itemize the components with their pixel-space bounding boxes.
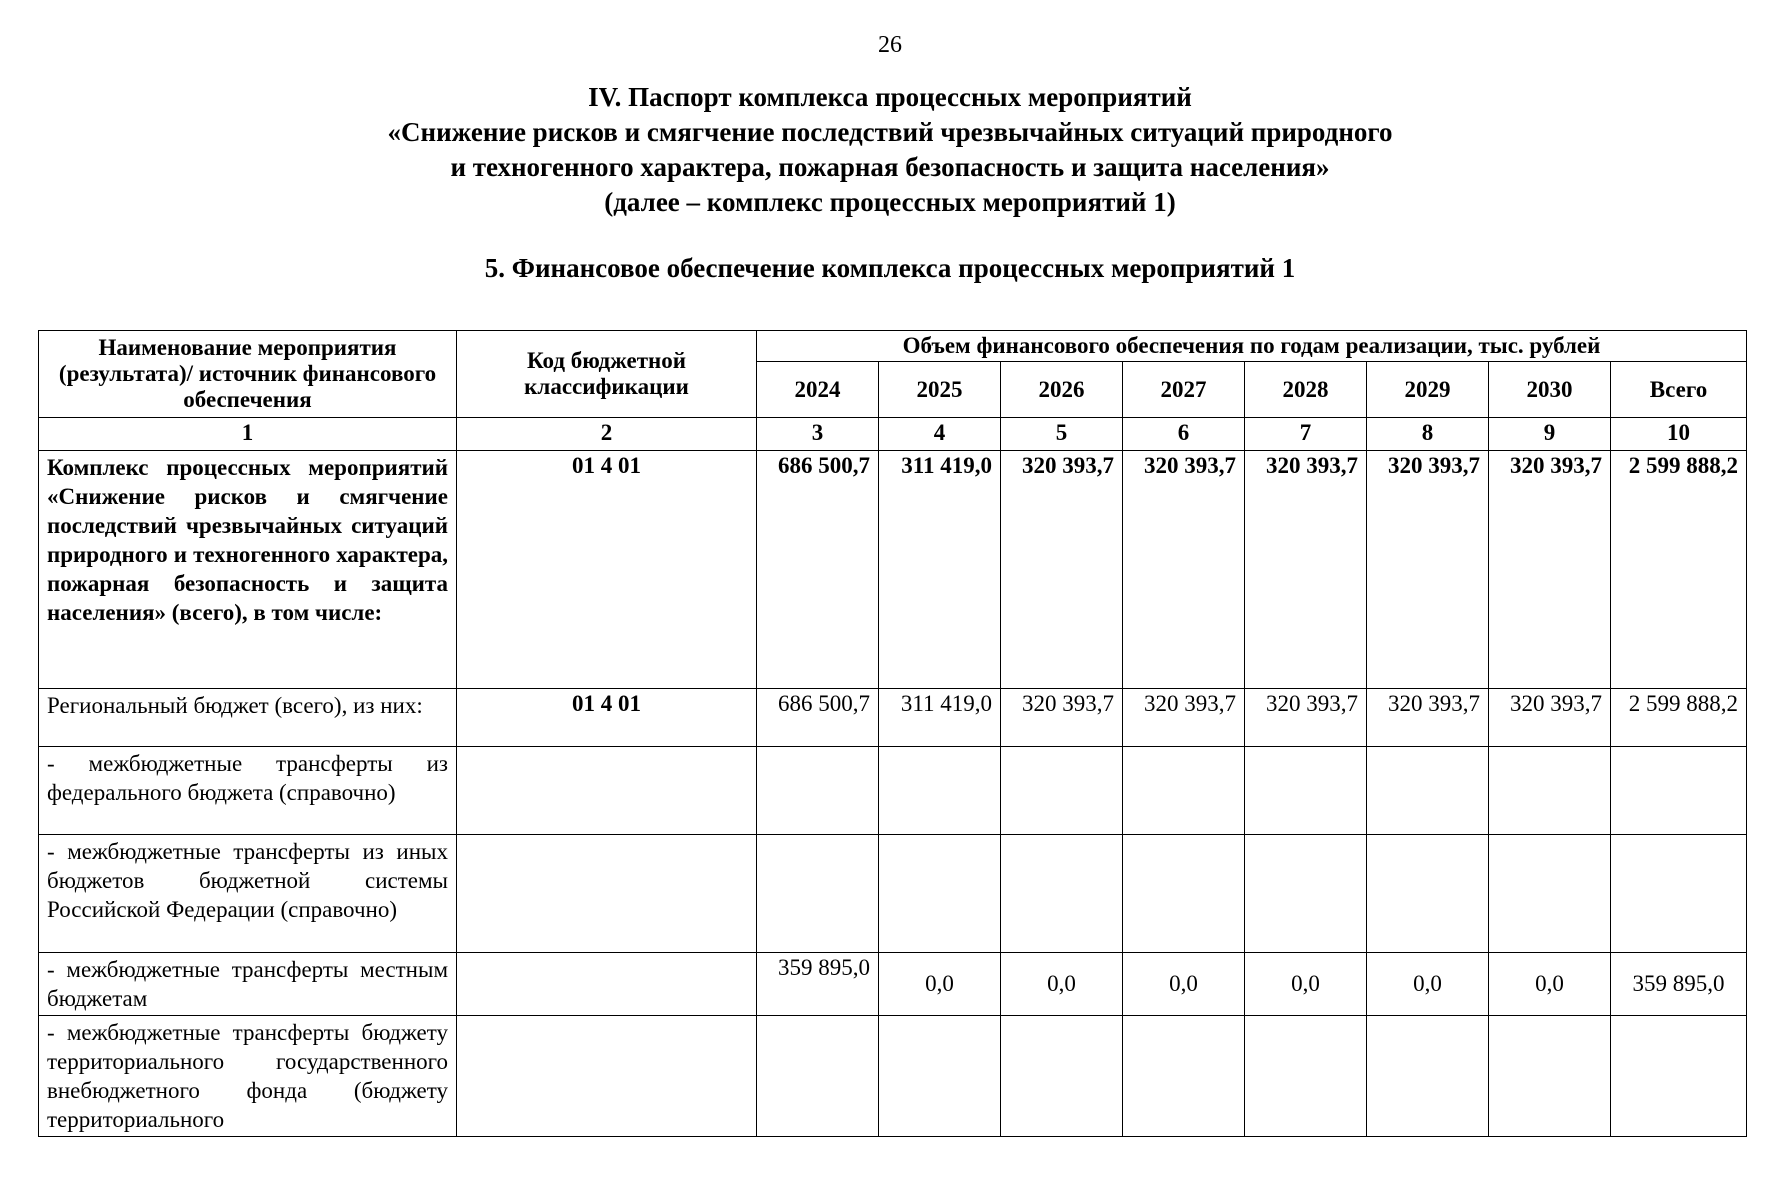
row-value: 320 393,7 [1123, 689, 1245, 747]
row-name: - межбюджетные трансферты из иных бюджетов бюджетной системы Российской Федерации (справочно) [39, 835, 457, 953]
row-value [1489, 747, 1611, 835]
header-year: 2030 [1489, 362, 1611, 418]
title-line: «Снижение рисков и смягчение последствий чрезвычайных ситуаций природного [387, 117, 1393, 147]
row-value: 320 393,7 [1245, 451, 1367, 689]
title-line: (далее – комплекс процессных мероприятий 1) [604, 187, 1176, 217]
row-code [457, 1016, 757, 1137]
row-value: 0,0 [1489, 953, 1611, 1016]
row-value [1245, 835, 1367, 953]
row-value: 0,0 [1123, 953, 1245, 1016]
row-value: 311 419,0 [879, 451, 1001, 689]
row-total: 2 599 888,2 [1611, 451, 1747, 689]
column-number: 8 [1367, 418, 1489, 451]
table-row [39, 689, 1747, 747]
row-value [1489, 1016, 1611, 1137]
header-volume: Объем финансового обеспечения по годам реализации, тыс. рублей [757, 331, 1747, 362]
row-value: 320 393,7 [1489, 451, 1611, 689]
table-row [39, 835, 1747, 953]
row-value: 359 895,0 [757, 953, 879, 1016]
header-year: 2027 [1123, 362, 1245, 418]
header-year: 2028 [1245, 362, 1367, 418]
row-value [1001, 747, 1123, 835]
column-number: 2 [457, 418, 757, 451]
row-code [457, 953, 757, 1016]
table-row [39, 747, 1747, 835]
document-title [0, 80, 1780, 220]
row-value [879, 835, 1001, 953]
row-value: 320 393,7 [1489, 689, 1611, 747]
row-value [1001, 835, 1123, 953]
row-code: 01 4 01 [457, 689, 757, 747]
header-code: Код бюджетной классификации [457, 331, 757, 418]
row-value: 0,0 [1001, 953, 1123, 1016]
header-year: 2026 [1001, 362, 1123, 418]
row-value: 311 419,0 [879, 689, 1001, 747]
column-number: 7 [1245, 418, 1367, 451]
financing-table [38, 330, 1747, 1137]
table-row [39, 451, 1747, 689]
row-total [1611, 835, 1747, 953]
page-number: 26 [878, 32, 902, 58]
row-name: - межбюджетные трансферты местным бюджетам [39, 953, 457, 1016]
row-value [757, 835, 879, 953]
header-name: Наименование мероприятия (результата)/ источник финансового обеспечения [39, 331, 457, 418]
row-value: 0,0 [1367, 953, 1489, 1016]
row-total [1611, 747, 1747, 835]
row-value: 320 393,7 [1123, 451, 1245, 689]
header-year: 2025 [879, 362, 1001, 418]
row-value [1367, 747, 1489, 835]
row-total: 359 895,0 [1611, 953, 1747, 1016]
row-value [1245, 747, 1367, 835]
table-row [39, 953, 1747, 1016]
column-number: 10 [1611, 418, 1747, 451]
row-value [1245, 1016, 1367, 1137]
row-value [879, 1016, 1001, 1137]
row-value: 320 393,7 [1001, 451, 1123, 689]
row-value [757, 747, 879, 835]
row-name: - межбюджетные трансферты из федерального бюджета (справочно) [39, 747, 457, 835]
row-value: 320 393,7 [1367, 689, 1489, 747]
section-subtitle: 5. Финансовое обеспечение комплекса процессных мероприятий 1 [484, 253, 1296, 283]
title-line: и техногенного характера, пожарная безопасность и защита населения» [450, 152, 1330, 182]
column-number: 1 [39, 418, 457, 451]
header-year: 2024 [757, 362, 879, 418]
row-code [457, 747, 757, 835]
header-year: 2029 [1367, 362, 1489, 418]
row-value: 686 500,7 [757, 451, 879, 689]
row-value [1123, 1016, 1245, 1137]
row-code [457, 835, 757, 953]
row-value [1489, 835, 1611, 953]
column-number: 4 [879, 418, 1001, 451]
row-value: 0,0 [1245, 953, 1367, 1016]
row-value: 320 393,7 [1001, 689, 1123, 747]
row-value [1367, 1016, 1489, 1137]
row-value: 686 500,7 [757, 689, 879, 747]
column-number: 5 [1001, 418, 1123, 451]
row-value [879, 747, 1001, 835]
row-name: Региональный бюджет (всего), из них: [39, 689, 457, 747]
row-total [1611, 1016, 1747, 1137]
row-value [1123, 835, 1245, 953]
header-total: Всего [1611, 362, 1747, 418]
column-number: 9 [1489, 418, 1611, 451]
row-name: - межбюджетные трансферты бюджету территориального государственного внебюджетного фонда (бюджету территориального [39, 1016, 457, 1137]
row-name: Комплекс процессных мероприятий «Снижение рисков и смягчение последствий чрезвычайных ситуаций природного и техногенного характера, пожарная безопасность и защита населения» (всего), в том числе: [39, 451, 457, 689]
column-number-row [39, 418, 1747, 451]
table-row [39, 1016, 1747, 1137]
row-value [1123, 747, 1245, 835]
title-line: IV. Паспорт комплекса процессных мероприятий [588, 82, 1192, 112]
row-value [757, 1016, 879, 1137]
row-code: 01 4 01 [457, 451, 757, 689]
row-value: 0,0 [879, 953, 1001, 1016]
column-number: 3 [757, 418, 879, 451]
row-value [1001, 1016, 1123, 1137]
header-row-1 [39, 331, 1747, 362]
row-value [1367, 835, 1489, 953]
row-total: 2 599 888,2 [1611, 689, 1747, 747]
row-value: 320 393,7 [1367, 451, 1489, 689]
column-number: 6 [1123, 418, 1245, 451]
row-value: 320 393,7 [1245, 689, 1367, 747]
